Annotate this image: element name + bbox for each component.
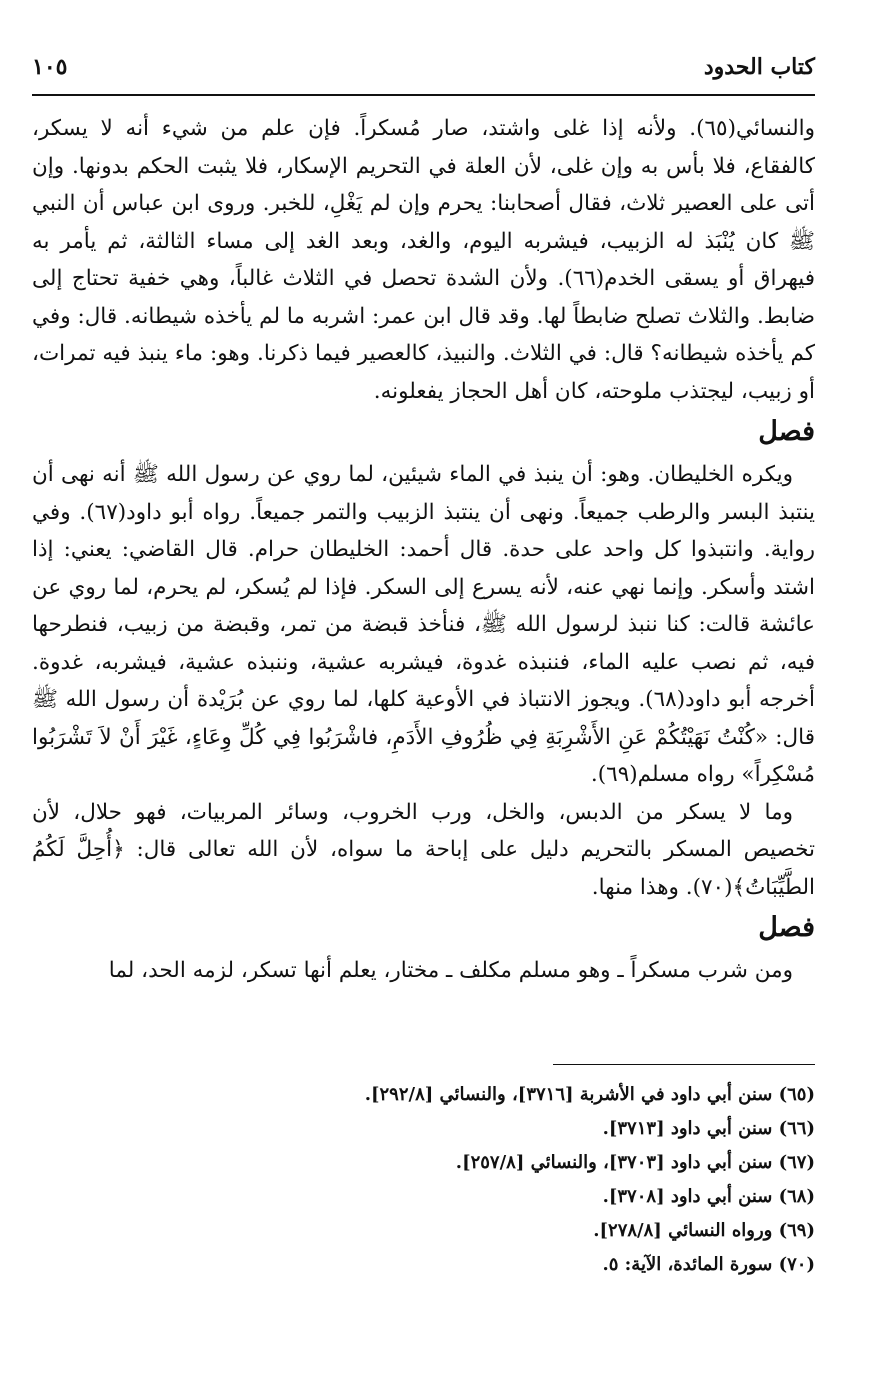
footnotes <box>300 1078 815 1282</box>
footnote-item: (٦٨) سنن أبي داود [٣٧٠٨]. <box>602 1186 815 1207</box>
footnote-item: (٦٧) سنن أبي داود [٣٧٠٣]، والنسائي [٢٥٧/٨]. <box>455 1152 815 1173</box>
paragraph: والنسائي(٦٥). ولأنه إذا غلى واشتد، صار مُسكراً. فإن علم من شيء أنه لا يسكر، كالفقاع، فلا بأس به وإن غلى، لأن العلة في التحريم الإسكار، فلا يثبت الحكم بدونها. وإن أتى على العصير ثلاث، فقال أصحابنا: يحرم وإن لم يَغْلِ، للخبر. وروى ابن عباس أن النبي ﷺ كان يُنْبَذ له الزبيب، فيشربه اليوم، والغد، وبعد الغد إلى مساء الثالثة، ثم يأمر به فيهراق أو يسقى الخدم(٦٦). ولأن الشدة تحصل في الثلاث غالباً، وهي خفية تحتاج إلى ضابط. والثلاث تصلح ضابطاً لها. وقد قال ابن عمر: اشربه ما لم يأخذه شيطانه. قال: وفي كم يأخذه شيطانه؟ قال: في الثلاث. والنبيذ، كالعصير فيما ذكرنا. وهو: ماء ينبذ فيه تمرات، أو زبيب، ليجتذب ملوحته، كان أهل الحجاز يفعلونه. <box>32 116 815 404</box>
paragraph: ومن شرب مسكراً ـ وهو مسلم مكلف ـ مختار، يعلم أنها تسكر، لزمه الحد، لما <box>108 958 793 983</box>
footnote-item: (٦٥) سنن أبي داود في الأشربة [٣٧١٦]، والنسائي [٢٩٢/٨]. <box>364 1084 815 1105</box>
main-text <box>32 110 815 990</box>
footnote-item: (٦٩) ورواه النسائي [٢٧٨/٨]. <box>593 1220 815 1241</box>
header-divider <box>32 94 815 96</box>
footnote-divider <box>553 1064 815 1065</box>
section-heading: فصل <box>758 416 815 447</box>
paragraph: ويكره الخليطان. وهو: أن ينبذ في الماء شيئين، لما روي عن رسول الله ﷺ أنه نهى أن ينتبذ البسر والرطب جميعاً. ونهى أن ينتبذ الزبيب والتمر جميعاً. رواه أبو داود(٦٧). وفي رواية. وانتبذوا كل واحد على حدة. قال أحمد: الخليطان حرام. قال القاضي: يعني: إذا اشتد وأسكر. وإنما نهي عنه، لأنه يسرع إلى السكر. فإذا لم يُسكر، لم يحرم، لما روي عن عائشة قالت: كنا ننبذ لرسول الله ﷺ، فنأخذ قبضة من تمر، وقبضة من زبيب، فنطرحها فيه، ثم نصب عليه الماء، فننبذه غدوة، فيشربه عشية، وننبذه عشية، فيشربه، غدوة. أخرجه أبو داود(٦٨). ويجوز الانتباذ في الأوعية كلها، لما روي عن بُرَيْدة أن رسول الله ﷺ قال: «كُنْتُ نَهَيْتُكُمْ عَنِ الأَشْرِبَةِ فِي ظُرُوفِ الأَدَمِ، فاشْرَبُوا فِي كُلِّ وِعَاءٍ، غَيْرَ أَنْ لاَ تَشْرَبُوا مُسْكِراً» رواه مسلم(٦٩). <box>32 462 815 787</box>
section-heading: فصل <box>758 912 815 943</box>
page-header <box>32 50 815 84</box>
book-title: كتاب الحدود <box>703 54 815 80</box>
page-number: ١٠٥ <box>32 54 68 80</box>
footnote-item: (٦٦) سنن أبي داود [٣٧١٣]. <box>602 1118 815 1139</box>
paragraph: وما لا يسكر من الدبس، والخل، ورب الخروب، وسائر المربيات، فهو حلال، لأن تخصيص المسكر بالتحريم دليل على إباحة ما سواه، لأن الله تعالى قال: ﴿أُحِلَّ لَكُمُ الطَّيِّبَاتُ﴾(٧٠). وهذا منها. <box>32 799 815 900</box>
footnote-item: (٧٠) سورة المائدة، الآية: ٥. <box>602 1254 815 1275</box>
